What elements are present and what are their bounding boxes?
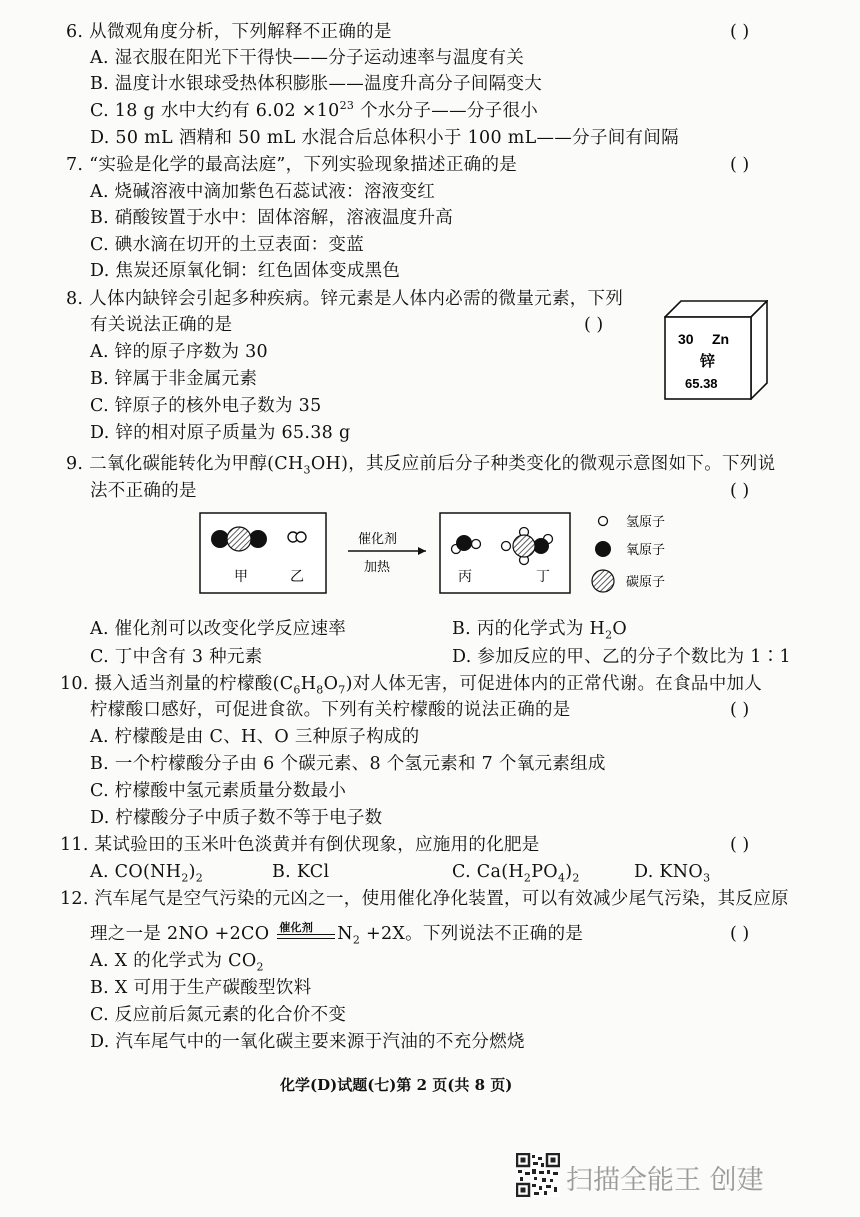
- q12-option-c: C. 反应前后氮元素的化合价不变: [90, 1005, 347, 1025]
- q6-option-a: A. 湿衣服在阳光下干得快——分子运动速率与温度有关: [90, 48, 525, 68]
- reactants-box: [200, 513, 326, 593]
- legend-hydrogen-icon: [599, 517, 608, 526]
- q12-stem-line1: 12. 汽车尾气是空气污染的元凶之一，使用催化净化装置，可以有效减少尾气污染，其反应原: [60, 889, 789, 909]
- q12-option-d: D. 汽车尾气中的一氧化碳主要来源于汽油的不充分燃烧: [90, 1032, 525, 1052]
- q10-stem-line1: 10. 摄入适当剂量的柠檬酸$(C_6H_8O_7)$对人体无害，可促进体内的正常代谢。在食品中加人: [60, 674, 763, 697]
- scanner-watermark: 扫描全能王 创建: [566, 1165, 764, 1196]
- h2-molecule: [288, 532, 306, 542]
- q7-option-c: C. 碘水滴在切开的土豆表面：变蓝: [90, 235, 364, 255]
- q12-option-b: B. X 可用于生产碳酸型饮料: [90, 978, 312, 998]
- legend-carbon-icon: [592, 570, 614, 592]
- qr-code-icon: [516, 1153, 560, 1197]
- q7-stem: 7. “实验是化学的最高法庭”，下列实验现象描述正确的是: [66, 155, 518, 175]
- q9-option-b: B. 丙的化学式为 $H_2O$: [452, 619, 628, 642]
- zinc-atomic-number: 30: [678, 331, 694, 347]
- q11-option-a: A. $CO(NH_2)_2$: [90, 862, 204, 885]
- q8-option-b: B. 锌属于非金属元素: [90, 369, 258, 389]
- reaction-scheme: [196, 503, 716, 603]
- q8-stem-line1: 8. 人体内缺锌会引起多种疾病。锌元素是人体内必需的微量元素，下列: [66, 289, 624, 309]
- legend-oxygen-label: 氧原子: [626, 543, 666, 558]
- q8-stem-line2: 有关说法正确的是: [90, 315, 233, 335]
- q6-option-c: C. 18 g 水中大约有 $6.02 \times 10^{23}$ 个水分子——分子很小: [90, 99, 539, 121]
- q9-stem-line1: 9. 二氧化碳能转化为甲醇$(CH_3OH)$，其反应前后分子种类变化的微观示意图如下。下列说: [66, 454, 776, 477]
- zinc-element-card: [664, 300, 768, 400]
- q9-option-a: A. 催化剂可以改变化学反应速率: [90, 619, 347, 639]
- legend: [592, 515, 665, 592]
- q7-option-d: D. 焦炭还原氧化铜：红色固体变成黑色: [90, 261, 401, 281]
- legend-carbon-label: 碳原子: [626, 575, 666, 590]
- q12-option-a: A. X 的化学式为 $CO_2$: [90, 951, 264, 974]
- zinc-symbol: Zn: [712, 331, 730, 347]
- arrow-label-heat: 加热: [364, 560, 391, 575]
- q11-option-c: C. $Ca(H_2PO_4)_2$: [452, 862, 580, 885]
- q9-answer-paren: ( ): [730, 481, 750, 501]
- q10-option-b: B. 一个柠檬酸分子由 6 个碳元素、8 个氢元素和 7 个氧元素组成: [90, 754, 606, 774]
- label-ding: 丁: [536, 569, 550, 585]
- q11-answer-paren: ( ): [730, 835, 750, 855]
- equation-arrow: [275, 922, 337, 946]
- q8-option-d: D. 锌的相对原子质量为 65.38 g: [90, 423, 351, 443]
- q6-stem: 6. 从微观角度分析，下列解释不正确的是: [66, 22, 392, 42]
- q10-option-a: A. 柠檬酸是由 C、H、O 三种原子构成的: [90, 727, 420, 747]
- equation-catalyst: 催化剂: [279, 921, 314, 934]
- q8-option-a: A. 锌的原子序数为 30: [90, 342, 268, 362]
- q8-answer-paren: ( ): [584, 315, 604, 335]
- label-jia: 甲: [234, 569, 248, 585]
- q11-option-b: B. KCl: [272, 862, 330, 882]
- arrow-label-catalyst: 催化剂: [358, 532, 398, 547]
- legend-hydrogen-label: 氢原子: [626, 515, 666, 530]
- q6-option-b: B. 温度计水银球受热体积膨胀——温度升高分子间隔变大: [90, 74, 543, 94]
- q10-option-d: D. 柠檬酸分子中质子数不等于电子数: [90, 808, 383, 828]
- q10-answer-paren: ( ): [730, 700, 750, 720]
- q9-option-d: D. 参加反应的甲、乙的分子个数比为 1∶1: [452, 647, 791, 667]
- reaction-arrowhead: [418, 547, 426, 555]
- q11-option-d: D. $KNO_3$: [634, 862, 711, 885]
- q9-stem-line2: 法不正确的是: [90, 481, 197, 501]
- q6-answer-paren: ( ): [730, 22, 750, 42]
- q10-stem-line2: 柠檬酸口感好，可促进食欲。下列有关柠檬酸的说法正确的是: [90, 700, 571, 720]
- page-footer: 化学(D)试题(七)第 2 页(共 8 页): [280, 1076, 513, 1094]
- q8-option-c: C. 锌原子的核外电子数为 35: [90, 396, 322, 416]
- q10-option-c: C. 柠檬酸中氢元素质量分数最小: [90, 781, 347, 801]
- co2-molecule: [211, 527, 267, 551]
- q7-option-a: A. 烧碱溶液中滴加紫色石蕊试液：溶液变红: [90, 182, 436, 202]
- q7-answer-paren: ( ): [730, 155, 750, 175]
- q6-option-d: D. 50 mL 酒精和 50 mL 水混合后总体积小于 100 mL——分子间有间隔: [90, 128, 679, 148]
- q12-stem-line2: 理之一是 2NO +2CO 催化剂 $N_2 +2X$。下列说法不正确的是: [90, 922, 583, 946]
- q7-option-b: B. 硝酸铵置于水中：固体溶解，溶液温度升高: [90, 208, 454, 228]
- zinc-mass: 65.38: [685, 376, 718, 391]
- legend-oxygen-icon: [595, 541, 611, 557]
- zinc-name: 锌: [700, 352, 716, 370]
- label-bing: 丙: [458, 569, 472, 585]
- q11-stem: 11. 某试验田的玉米叶色淡黄并有倒伏现象，应施用的化肥是: [60, 835, 540, 855]
- q12-answer-paren: ( ): [730, 924, 750, 944]
- q9-option-c: C. 丁中含有 3 种元素: [90, 647, 263, 667]
- label-yi: 乙: [290, 569, 304, 585]
